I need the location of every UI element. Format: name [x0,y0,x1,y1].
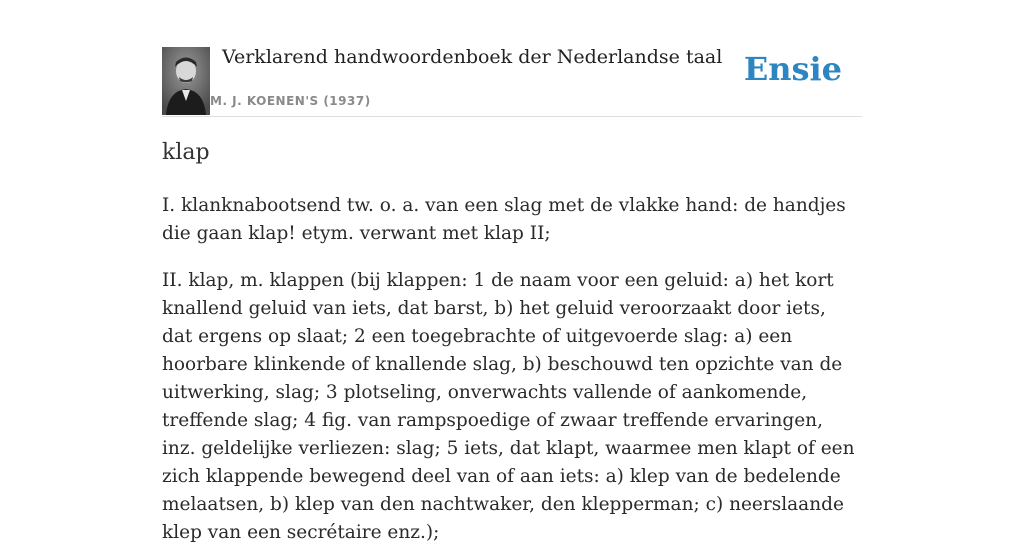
portrait-photo [162,47,210,115]
site-header [162,0,862,117]
author-portrait-icon [162,47,210,115]
dictionary-title: Verklarend handwoordenboek der Nederlandse taal [222,46,723,68]
definition-1: I. klanknabootsend tw. o. a. van een slag met de vlakke hand: de handjes die gaan klap! etym. verwant met klap II; [162,195,846,244]
dictionary-author: M. J. KOENEN'S (1937) [210,94,371,108]
definition-2: II. klap, m. klappen (bij klappen: 1 de naam voor een geluid: a) het kort knallend geluid van iets, dat barst, b) het geluid veroorzaakt door iets, dat ergens op slaat; 2 een toegebrachte of uitgevoerde slag: a) een hoorbare klinkende of knallende slag, b) beschouwd ten opzichte van de uitwerking, slag; 3 plotseling, onverwachts vallende of aankomende, treffende slag; 4 fig. van rampspoedige of zwaar treffende ervaringen, inz. geldelijke verliezen: slag; 5 iets, dat klapt, waarmee men klapt of een zich klappende bewegend deel van of aan iets: a) klep van de bedelende melaatsen, b) klep van den nachtwaker, den klepperman; c) neerslaande klep van een secrétaire enz.); [162,270,855,543]
ensie-logo[interactable]: Ensie [743,50,842,88]
headword: klap [162,140,210,165]
page [162,0,862,543]
